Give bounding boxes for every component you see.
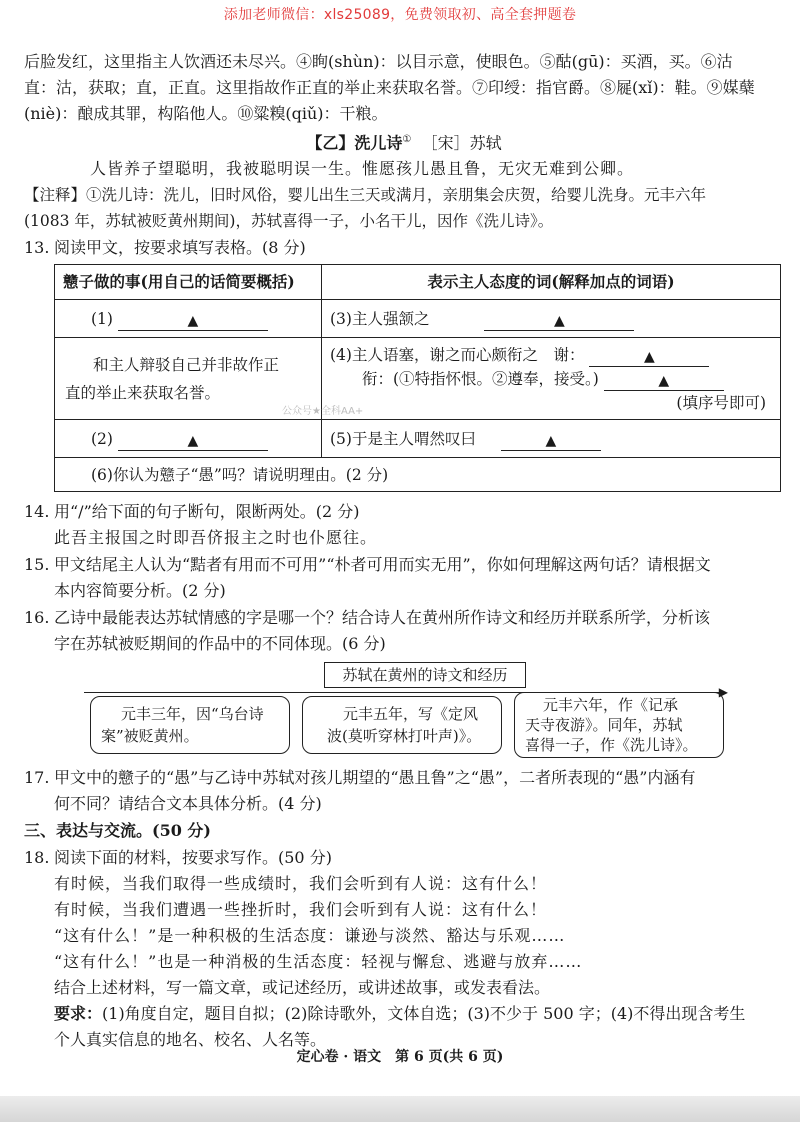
question-17-text-2: 何不同？请结合文本具体分析。(4 分): [54, 794, 322, 814]
triangle-marker: ▲: [554, 312, 565, 329]
material-line-1: 有时候，当我们取得一些成绩时，我们会听到有人说：这有什么！: [54, 874, 548, 894]
requirements-line-1: (1)角度自定，题目自拟；(2)除诗歌外，文体自选；(3)不少于 500 字；(4)不得出现含考生: [102, 1004, 746, 1024]
answer-blank-4b[interactable]: [604, 370, 724, 391]
table-cell-3: [322, 300, 781, 338]
answer-blank-4a[interactable]: [589, 346, 709, 367]
section-3-heading: 三、表达与交流。(50 分): [24, 821, 211, 841]
triangle-marker: ▲: [545, 432, 557, 449]
question-15-number: 15.: [24, 555, 50, 575]
timeline-title: 苏轼在黄州的诗文和经历: [324, 662, 526, 688]
question-13-number: 13.: [24, 238, 50, 258]
blank-label-4b: 衔：(①特指怀恨。②遵奉，接受。): [362, 369, 599, 388]
timeline-box-3-line-3: 喜得一子，作《洗儿诗》。: [525, 736, 698, 755]
table-header-right: 表示主人态度的词(解释加点的词语): [322, 265, 781, 300]
question-13: [24, 236, 784, 260]
reply-line-1: 和主人辩驳自己并非故作正: [93, 355, 280, 374]
triangle-marker: ▲: [187, 312, 199, 329]
timeline-box-1: [90, 696, 290, 754]
reply-line-2: 直的举止来获取名誉。: [65, 383, 221, 402]
question-15: [24, 553, 784, 577]
question-15-text-2: 本内容简要分析。(2 分): [54, 581, 226, 601]
arrow-right-icon: ▶: [718, 685, 728, 700]
notes-line-1: 后脸发红，这里指主人饮酒还未尽兴。④眴(shùn)：以目示意，使眼色。⑤酤(gū)：买酒，买。⑥沽: [24, 52, 733, 71]
answer-blank-5[interactable]: [501, 430, 601, 451]
table-cell-2: [55, 420, 322, 458]
timeline-box-2: [302, 696, 502, 754]
blank-row-4b: [330, 367, 772, 391]
watermark: 公众号★全科AA+: [282, 406, 364, 417]
scan-bottom-band: [0, 1096, 800, 1122]
table-cell-1: [55, 300, 322, 338]
requirements-label: 要求：: [54, 1004, 103, 1024]
timeline-box-1-line-1: 元丰三年，因“乌台诗: [121, 705, 264, 724]
timeline-box-3-line-2: 天寺夜游》。同年，苏轼: [525, 716, 683, 735]
question-16-text-2: 字在苏轼被贬期间的作品中的不同体现。(6 分): [54, 634, 386, 654]
question-17: [24, 766, 784, 790]
poem-title: 【乙】洗儿诗: [306, 133, 403, 153]
material-line-3: “这有什么！”是一种积极的生活态度：谦逊与淡然、豁达与乐观……: [54, 926, 566, 946]
question-13-text: 阅读甲文，按要求填写表格。(8 分): [54, 238, 306, 258]
timeline-box-2-line-2: 波(莫听穿林打叶声)》。: [327, 727, 482, 746]
poem-footnote-mark: ①: [402, 134, 412, 145]
timeline-box-3: [514, 692, 724, 758]
blank-label-2: (2): [91, 429, 113, 448]
poem-author: ［宋］苏轼: [421, 133, 502, 153]
requirements-line-2: 个人真实信息的地名、校名、人名等。: [54, 1030, 327, 1050]
question-16-number: 16.: [24, 608, 50, 628]
table-header-left: 戆子做的事(用自己的话简要概括): [55, 265, 322, 300]
page-footer: 定心卷 · 语文 第 6 页(共 6 页): [296, 1049, 504, 1065]
table-cell-5: [322, 420, 781, 458]
poem-note-1: 【注释】①洗儿诗：洗儿，旧时风俗，婴儿出生三天或满月，亲朋集会庆贺，给婴儿洗身。元丰六年: [24, 186, 707, 205]
question-18-text: 阅读下面的材料，按要求写作。(50 分): [54, 848, 332, 868]
blank-label-3: (3)主人强颔之: [330, 309, 430, 328]
poem-text: 人皆养子望聪明，我被聪明误一生。惟愿孩儿愚且鲁，无灾无难到公卿。: [90, 159, 635, 179]
material-line-4: “这有什么！”也是一种消极的生活态度：轻视与懈怠、逃避与放弃……: [54, 952, 583, 972]
su-shi-timeline: [84, 662, 728, 762]
poem-heading: [24, 128, 784, 155]
triangle-marker: ▲: [187, 432, 199, 449]
question-14-number: 14.: [24, 502, 50, 522]
question-18: [24, 846, 784, 870]
material-line-2: 有时候，当我们遭遇一些挫折时，我们会听到有人说：这有什么！: [54, 900, 548, 920]
fill-hint: (填序号即可): [676, 393, 766, 412]
answer-blank-3[interactable]: [484, 310, 634, 331]
timeline-box-3-line-1: 元丰六年，作《记承: [543, 696, 679, 715]
notes-line-3: (niè)：酿成其罪，构陷他人。⑩粱糗(qiǔ)：干粮。: [24, 104, 388, 123]
question-17-text-1: 甲文中的戆子的“愚”与乙诗中苏轼对孩儿期望的“愚且鲁”之“愚”，二者所表现的“愚”内涵有: [54, 768, 696, 788]
blank-row-4a: [330, 343, 772, 367]
blank-label-5: (5)于是主人喟然叹曰: [330, 429, 476, 448]
notes-line-2: 直：沽，获取；直，正直。这里指故作正直的举止来获取名誉。⑦印绶：指官爵。⑧屣(xǐ)：鞋。⑨媒蘖: [24, 78, 755, 97]
question-13-table: [54, 264, 781, 492]
timeline-box-2-line-1: 元丰五年，写《定风: [343, 705, 479, 724]
triangle-marker: ▲: [658, 372, 670, 389]
question-16: [24, 606, 784, 630]
promo-banner: 添加老师微信：xls25089，免费领取初、高全套押题卷: [223, 7, 577, 23]
triangle-marker: ▲: [644, 348, 655, 365]
answer-blank-2[interactable]: [118, 430, 268, 451]
answer-blank-1[interactable]: [118, 310, 268, 331]
question-17-number: 17.: [24, 768, 50, 788]
timeline-box-1-line-2: 案”被贬黄州。: [101, 727, 199, 746]
question-14-sentence: 此吾主报国之时即吾侪报主之时也仆愿往。: [54, 528, 378, 548]
question-14-text: 用“/”给下面的句子断句，限断两处。(2 分): [54, 502, 360, 522]
table-cell-4: [322, 338, 781, 420]
question-16-text-1: 乙诗中最能表达苏轼情感的字是哪一个？结合诗人在黄州所作诗文和经历并联系所学，分析该: [54, 608, 711, 628]
poem-note-2: (1083 年，苏轼被贬黄州期间)，苏轼喜得一子，小名干儿，因作《洗儿诗》。: [24, 212, 554, 231]
question-18-number: 18.: [24, 848, 50, 868]
question-14: [24, 500, 784, 524]
question-15-text-1: 甲文结尾主人认为“黠者有用而不可用”“朴者可用而实无用”，你如何理解这两句话？请根据文: [54, 555, 711, 575]
writing-requirements: [24, 1002, 784, 1026]
writing-prompt: 结合上述材料，写一篇文章，或记述经历，或讲述故事，或发表看法。: [54, 978, 551, 998]
blank-label-4a: (4)主人语塞，谢之而心颇衔之 谢：: [330, 345, 585, 364]
table-cell-6: (6)你认为戆子“愚”吗？请说明理由。(2 分): [55, 458, 781, 492]
blank-label-1: (1): [91, 309, 113, 328]
exam-page: [24, 50, 784, 1052]
